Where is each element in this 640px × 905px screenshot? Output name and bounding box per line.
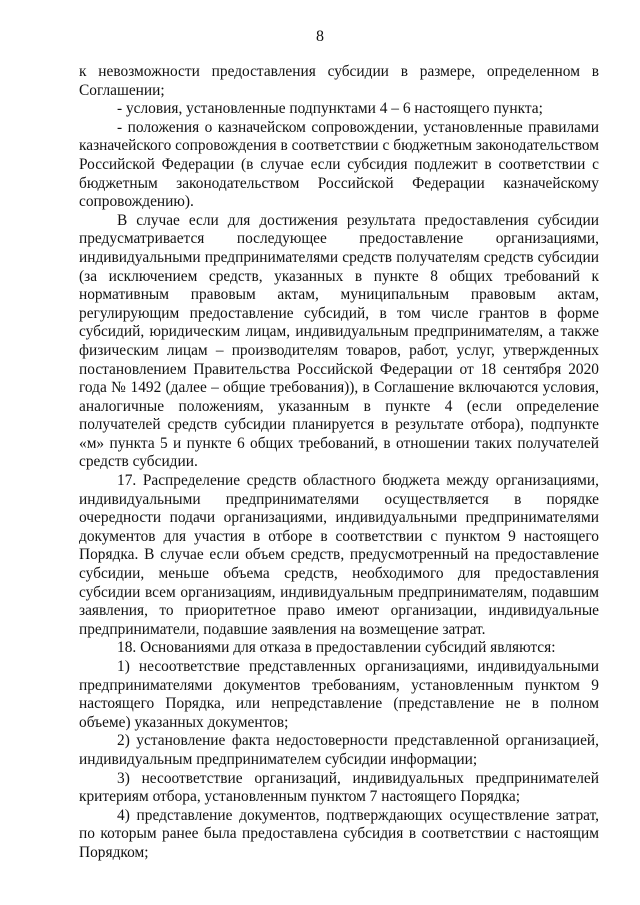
list-item: 4) представление документов, подтверждающих осуществление затрат, по которым ранее была предоставлена субсидия в соответствии с настоящим Порядком; — [79, 806, 599, 861]
paragraph: - положения о казначейском сопровождении, установленные правилами казначейского сопровождения в соответствии с бюджетным законодательством Российской Федерации (в случае если субсидия подлежит в соответствии с бюджетным законодательством Российской Федерации казначейскому сопровождению). — [79, 118, 599, 211]
document-body — [79, 63, 599, 863]
list-item: 2) установление факта недостоверности представленной организацией, индивидуальным предпринимателем субсидии информации; — [79, 732, 599, 768]
paragraph: В случае если для достижения результата предоставления субсидии предусматривается последующее предоставление организациями, индивидуальными предпринимателями средств получателям средств субсидии (за исключением средств, указанных в пункте 8 общих требований к нормативным правовым актам, муниципальным правовым актам, регулирующим предоставление субсидий, в том числе грантов в форме субсидий, юридическим лицам, индивидуальным предпринимателям, а также физическим лицам – производителям товаров, работ, услуг, утвержденных постановлением Правительства Российской Федерации от 18 сентября 2020 года № 1492 (далее – общие требования)), в Соглашение включаются условия, аналогичные положениям, указанным в пункте 4 (если определение получателей средств субсидии планируется в результате отбора), подпункте «м» пункта 5 и пункте 6 общих требований, в отношении таких получателей средств субсидии. — [79, 211, 599, 471]
list-item: 1) несоответствие представленных организациями, индивидуальными предпринимателями документов требованиям, установленным пунктом 9 настоящего Порядка, или непредставление (представление не в полном объеме) указанных документов; — [79, 658, 599, 731]
list-item: 3) несоответствие организаций, индивидуальных предпринимателей критериям отбора, установленным пунктом 7 настоящего Порядка; — [79, 769, 599, 806]
paragraph: - условия, установленные подпунктами 4 – 6 настоящего пункта; — [117, 100, 543, 118]
page-number: 8 — [316, 28, 324, 45]
paragraph-item-17: 17. Распределение средств областного бюджета между организациями, индивидуальными предпринимателями осуществляется в порядке очередности подачи организациями, индивидуальными предпринимателями документов для участия в отборе в соответствии с пунктом 9 настоящего Порядка. В случае если объем средств, предусмотренный на предоставление субсидии, меньше объема средств, необходимого для предоставления субсидии всем организациям, индивидуальным предпринимателям, подавшим заявления, то приоритетное право имеют организации, индивидуальные предприниматели, подавшие заявления на возмещение затрат. — [79, 472, 599, 638]
paragraph-item-18: 18. Основаниями для отказа в предоставлении субсидий являются: — [117, 639, 556, 657]
paragraph: к невозможности предоставления субсидии в размере, определенном в Соглашении; — [79, 63, 599, 99]
